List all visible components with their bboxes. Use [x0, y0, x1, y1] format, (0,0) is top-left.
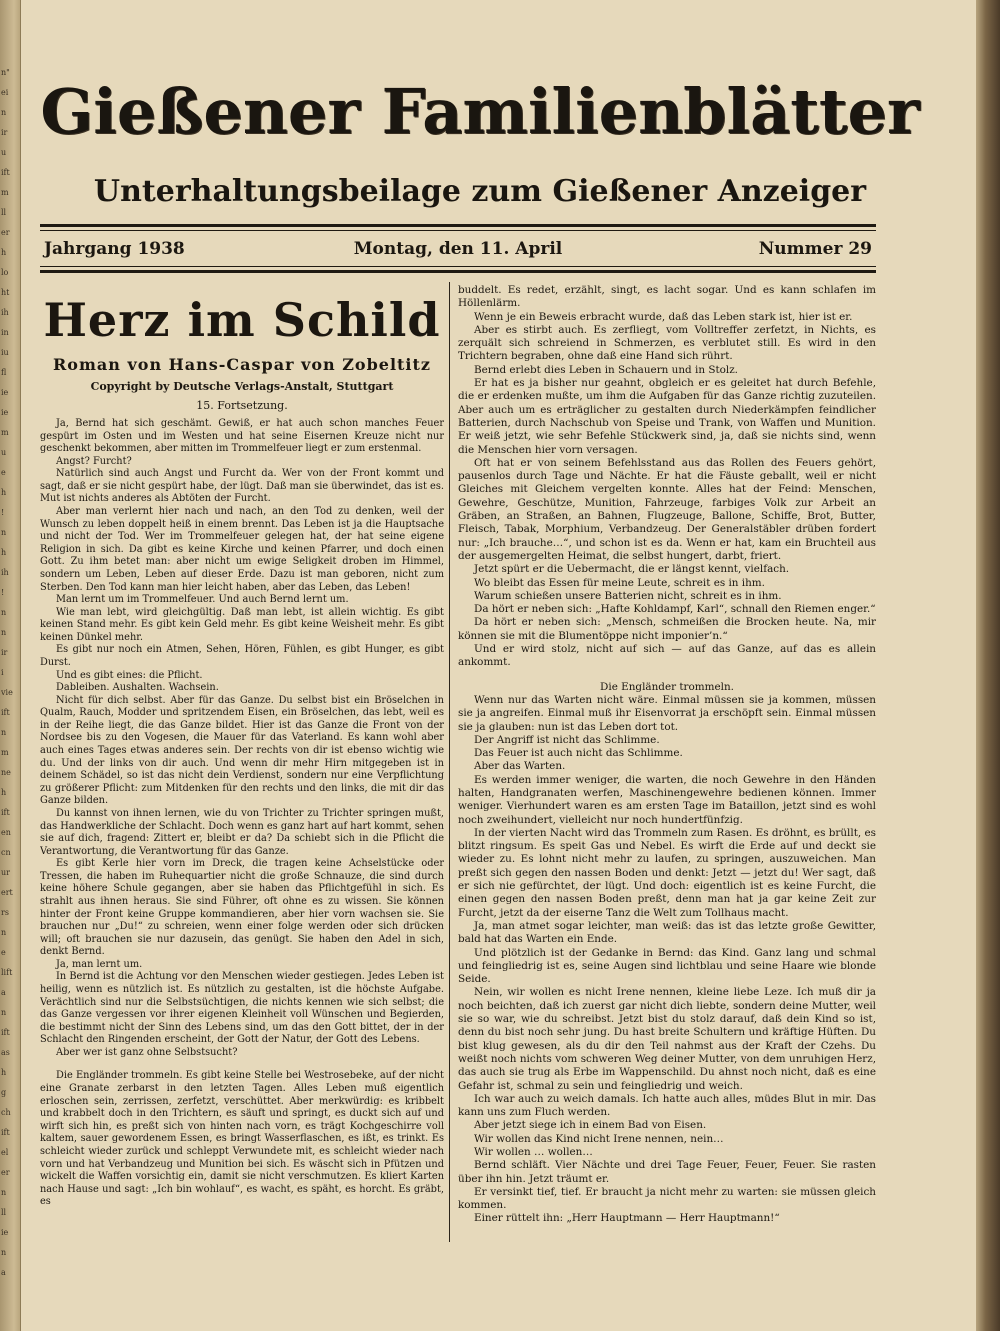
column-divider: [449, 282, 450, 1242]
previous-page-fragment: ir: [1, 648, 8, 657]
previous-page-fragment: n: [1, 1008, 7, 1017]
story-paragraph: Da hört er neben sich: „Hafte Kohldampf, Karl“, schnall den Riemen enger.“: [474, 603, 876, 616]
story-paragraph: In der vierten Nacht wird das Trommeln zum Rasen. Es dröhnt, es brüllt, es blitzt ringsum. Es speit Gas und Nebel. Es wirft die Erde auf und deckt sie wieder zu. Es lohnt nicht mehr zu laufen, zu springen, auszuweichen. Man preßt sich gegen den nassen Boden und denkt: Jetzt — jetzt du! Wer sagt, daß er sich nie gefürchtet, der lügt. Und doch: eigentlich ist es keine Furcht, die einen gegen den nassen Boden preßt, denn man hat ja gar keine Zeit zur Furcht, jetzt da der eiserne Tanz die Welt zum Tollhaus macht.: [458, 826, 876, 919]
story-paragraph: Die Engländer trommeln.: [600, 680, 734, 693]
previous-page-fragment: er: [1, 1168, 10, 1177]
previous-page-fragment: ert: [1, 888, 13, 897]
previous-page-fragment: ir: [1, 128, 8, 137]
previous-page-fragment: h: [1, 1068, 7, 1077]
story-paragraph: Natürlich sind auch Angst und Furcht da. Wer von der Front kommt und sagt, daß er sie nicht gespürt habe, der lügt. Daß man sie überwindet, das ist es. Mut ist nichts anderes als Abtöten der Furcht.: [40, 468, 444, 505]
previous-page-fragment: rs: [1, 908, 9, 917]
previous-page-fragment: m: [1, 748, 9, 757]
previous-page-fragment: a: [1, 988, 6, 997]
previous-page-fragment: n: [1, 528, 7, 537]
previous-page-edge: [0, 0, 21, 1331]
previous-page-fragment: el: [1, 1148, 9, 1157]
previous-page-fragment: er: [1, 228, 10, 237]
story-paragraph: Nein, wir wollen es nicht Irene nennen, kleine liebe Leze. Ich muß dir ja noch beichten, daß ich zuerst gar nicht dich liebte, sondern deine Mutter, weil sie so war, wie du schreibst. Jetzt bist du stolz darauf, daß dein Kind so ist, denn du bist noch sehr jung. Du hast breite Schultern und kräftige Hüften. Du bist klug gewesen, als du dir den Teil nahmst aus der Kraft der Czehs. Du weißt noch nichts vom schweren Weg deiner Mutter, von dem unruhigen Herz, das auch sie trug als Erbe im Wappenschild. Du ahnst noch nicht, daß es eine Gefahr ist, schmal zu sein und feingliedrig und weich.: [458, 986, 876, 1092]
story-paragraph: Du kannst von ihnen lernen, wie du von Trichter zu Trichter springen mußt, das Handwerkliche der Schlacht. Doch wenn es ganz hart auf hart kommt, sehen sie auf dich, fragend: Zittert er, bleibt er da? Da schiebt sich in die Pflicht die Verantwortung, die Verantwortung für das Ganze.: [40, 807, 444, 857]
previous-page-fragment: in: [1, 328, 9, 337]
previous-page-fragment: n: [1, 1188, 7, 1197]
issue-number: Nummer 29: [758, 239, 872, 259]
previous-page-fragment: ie: [1, 408, 9, 417]
right-column: [458, 284, 876, 1244]
previous-page-fragment: m: [1, 188, 9, 197]
volume-year: Jahrgang 1938: [44, 239, 185, 259]
story-paragraph: Aber jetzt siege ich in einem Bad von Eisen.: [474, 1119, 707, 1132]
story-paragraph: Es gibt Kerle hier vorn im Dreck, die tragen keine Achselstücke oder Tressen, die haben im Ruhequartier nicht die große Schnauze, die sind durch keine höhere Schule gegangen, aber sie haben das Pflichtgefühl in sich. Es strahlt aus ihnen heraus. Sie sind Führer, oft ohne es zu wissen. Sie können hinter der Front keine Gruppe kommandieren, aber hier vorn wachsen sie. Sie brauchen nur „Du!“ zu schreien, wenn einer folge werden oder sich drücken will; oft brauchen sie nur dazusein, das genügt. Sie haben den Adel in sich, denkt Bernd.: [40, 858, 444, 958]
previous-page-fragment: fl: [1, 368, 7, 377]
previous-page-fragment: n: [1, 928, 7, 937]
story-paragraph: Der Angriff ist nicht das Schlimme.: [474, 733, 660, 746]
previous-page-fragment: h: [1, 248, 7, 257]
previous-page-fragment: h: [1, 548, 7, 557]
story-paragraph: Es werden immer weniger, die warten, die noch Gewehre in den Händen halten, Handgranaten werfen, Maschinengewehre bedienen können. Immer weniger. Vierhundert waren es am ersten Tage im Bataillon, jetzt sind es wohl noch zweihundert, vielleicht nur noch hundertfünfzig.: [458, 773, 876, 826]
previous-page-fragment: en: [1, 828, 11, 837]
story-paragraph: Wir wollen … wollen…: [474, 1146, 593, 1158]
story-paragraph: Er hat es ja bisher nur geahnt, obgleich er es geleitet hat durch Befehle, die er erdenken mußte, um ihm die Aufgaben für das Ganze richtig zuzuteilen. Aber auch um es erträglicher zu gestalten durch Niederkämpfen feindlicher Batterien, durch Nachschub von Speise und Trank, von Waffen und Munition. Er weiß jetzt, wie sehr Befehle Stückwerk sind, ja, daß sie nichts sind, wenn die Menschen hier vorn versagen.: [458, 377, 876, 456]
story-paragraph: Da hört er neben sich: „Mensch, schmeißen die Brocken heute. Na, mir können sie mit die Blumentöppe nicht imponier’n.“: [458, 616, 876, 642]
previous-page-fragment: ht: [1, 288, 10, 297]
issue-date: Montag, den 11. April: [353, 239, 563, 259]
story-paragraph: Bernd schläft. Vier Nächte und drei Tage Feuer, Feuer, Feuer. Sie rasten über ihn hin. Jetzt träumt er.: [458, 1159, 876, 1185]
previous-page-fragment: h: [1, 788, 7, 797]
header-rule: [40, 270, 876, 273]
previous-page-fragment: n: [1, 108, 7, 117]
story-paragraph: Aber das Warten.: [474, 760, 566, 773]
previous-page-fragment: as: [1, 1048, 10, 1057]
previous-page-fragment: ie: [1, 388, 9, 397]
story-paragraph: Jetzt spürt er die Uebermacht, die er längst kennt, vielfach.: [474, 563, 790, 576]
story-paragraph: Einer rüttelt ihn: „Herr Hauptmann — Herr Hauptmann!“: [474, 1212, 780, 1225]
previous-page-fragment: u: [1, 448, 7, 457]
previous-page-fragment: ift: [1, 808, 10, 817]
previous-page-fragment: n: [1, 628, 7, 637]
previous-page-fragment: ll: [1, 1208, 7, 1217]
previous-page-fragment: h: [1, 488, 7, 497]
story-paragraph: Dableiben. Aushalten. Wachsein.: [56, 682, 219, 694]
left-column-text: [40, 418, 444, 1209]
story-title: Herz im Schild: [43, 293, 441, 347]
story-paragraph: Ja, man atmet sogar leichter, man weiß: das ist das letzte große Gewitter, bald hat das Warten ein Ende.: [458, 919, 876, 946]
previous-page-fragment: m: [1, 428, 9, 437]
previous-page-fragment: ift: [1, 708, 10, 717]
story-paragraph: Und er wird stolz, nicht auf sich — auf das Ganze, auf das es allein ankommt.: [458, 643, 876, 669]
story-paragraph: Oft hat er von seinem Befehlsstand aus das Rollen des Feuers gehört, pausenlos durch Tage und Nächte. Er hat die Fäuste geballt, weil er nicht Gleiches mit Gleichem vergelten konnte. Alles hat der Feind: Menschen, Gewehre, Geschütze, Munition, Fahrzeuge, farbiges Volk zur Arbeit an Gräben, an Straßen, an Bahnen, Flugzeuge, Ballone, Schiffe, Brot, Butter, Fleisch, Tabak, Morphium, Verbandzeug. Der Generalstäbler drüben fordert nur: „Ich brauche…“, und schon ist es da. Wenn er hat, kam ein Bruchteil aus der ausgemergelten Heimat, die selbst hungert, darbt, friert.: [458, 456, 876, 562]
story-paragraph: Die Engländer trommeln. Es gibt keine Stelle bei Westrosebeke, auf der nicht eine Granate zerbarst in den letzten Tagen. Alles Leben muß eigentlich erloschen sein, zerrissen, zerfetzt, verschüttet. Aber merkwürdig: es kribbelt und krabbelt doch in den Trichtern, es säuft und springt, es duckt sich auf und wirft sich hin, es preßt sich von hinten nach vorn, es trägt Kochgeschirre voll kaltem, sauer gewordenem Essen, es bringt Wasserflaschen, es ißt, es trinkt. Es schleicht wieder zurück und schleppt Verwundete mit, es schleicht wieder nach vorn und hat Verbandzeug und Munition bei sich. Es wäscht sich in Pfützen und wickelt die Waffen vorsichtig ein, damit sie nicht verschmutzen. Es kliert Karten nach Hause und sagt: „Ich bin wohlauf“, es wacht, es späht, es horcht. Es gräbt, es: [40, 1070, 444, 1208]
binding-edge: [976, 0, 1000, 1331]
story-paragraph: Bernd erlebt dies Leben in Schauern und in Stolz.: [474, 363, 738, 376]
previous-page-fragment: n: [1, 1248, 7, 1257]
previous-page-fragment: cn: [1, 848, 11, 857]
previous-page-fragment: ift: [1, 1128, 10, 1137]
story-paragraph: Er versinkt tief, tief. Er braucht ja nicht mehr zu warten: sie müssen gleich kommen.: [458, 1185, 876, 1212]
story-byline: Roman von Hans-Caspar von Zobeltitz: [53, 355, 431, 374]
previous-page-fragment: ie: [1, 1228, 9, 1237]
previous-page-fragment: lift: [1, 968, 13, 977]
story-paragraph: Es gibt nur noch ein Atmen, Sehen, Hören, Fühlen, es gibt Hunger, es gibt Durst.: [40, 644, 444, 668]
previous-page-fragment: a: [1, 1268, 6, 1277]
story-paragraph: Wie man lebt, wird gleichgültig. Daß man lebt, ist allein wichtig. Es gibt keinen Stand mehr. Es gibt kein Geld mehr. Es gibt keine Weisheit mehr. Es gibt keinen Dünkel mehr.: [40, 606, 444, 643]
story-paragraph: Das Feuer ist auch nicht das Schlimme.: [474, 747, 683, 760]
previous-page-fragment: ch: [1, 1108, 11, 1117]
story-paragraph: Ja, Bernd hat sich geschämt. Gewiß, er hat auch schon manches Feuer gespürt im Osten und im Westen und hat seine Eisernen Kreuze nicht nur geschenkt bekommen, aber mitten im Trommelfeuer liegt er zum erstenmal.: [40, 418, 444, 455]
previous-page-fragment: n": [1, 68, 10, 77]
story-paragraph: Wo bleibt das Essen für meine Leute, schreit es in ihm.: [474, 576, 765, 589]
story-paragraph: Und plötzlich ist der Gedanke in Bernd: das Kind. Ganz lang und schmal und feingliedrig ist es, seine Augen sind lichtblau und seine Haare wie blonde Seide.: [458, 946, 876, 986]
previous-page-fragment: iu: [1, 348, 9, 357]
previous-page-fragment: ll: [1, 208, 7, 217]
copyright-notice: Copyright by Deutsche Verlags-Anstalt, Stuttgart: [90, 380, 394, 393]
story-paragraph: Und es gibt eines: die Pflicht.: [56, 669, 203, 681]
previous-page-fragment: ei: [1, 88, 9, 97]
story-paragraph: Man lernt um im Trommelfeuer. Und auch Bernd lernt um.: [56, 594, 349, 606]
header-rule: [40, 230, 876, 231]
previous-page-fragment: u: [1, 148, 7, 157]
previous-page-fragment: n: [1, 728, 7, 737]
header-rule: [40, 266, 876, 267]
story-paragraph: Wenn je ein Beweis erbracht wurde, daß das Leben stark ist, hier ist er.: [474, 310, 853, 323]
masthead-subtitle: Unterhaltungsbeilage zum Gießener Anzeiger: [93, 174, 867, 209]
story-paragraph: Warum schießen unsere Batterien nicht, schreit es in ihm.: [474, 589, 782, 602]
previous-page-fragment: !: [1, 588, 5, 597]
story-paragraph: Wir wollen das Kind nicht Irene nennen, nein…: [474, 1132, 724, 1145]
previous-page-fragment: ih: [1, 568, 9, 577]
story-paragraph: Nicht für dich selbst. Aber für das Ganze. Du selbst bist ein Bröselchen in Qualm, Rauch, Modder und spritzendem Eisen, ein Bröselchen, das lebt, weil es in der Reihe liegt, die das Ganze bildet. Hier ist das Ganze die Front von der Nordsee bis zu den Vogesen, die Mauer für das Vaterland. Es kann wohl aber auch eines Tages etwas anderes sein. Der rechts von dir ist ebenso wichtig wie du. Und der links von dir auch. Und wenn dir mehr Hirn mitgegeben ist in deinem Schädel, so ist das nicht dein Verdienst, sondern nur eine Verpflichtung zu größerer Pflicht: zum Mitdenken für den rechts und den links, die mit dir das Ganze bilden.: [40, 694, 444, 807]
right-column-text: [458, 284, 876, 1226]
previous-page-fragment: ift: [1, 1028, 10, 1037]
story-paragraph: Aber es stirbt auch. Es zerfliegt, vom Volltreffer zerfetzt, in Nichts, es zerquält sich schreiend in Schmerzen, es verblutet still. Es wird in den Trichtern begraben, ohne daß eine Hand sich rührt.: [458, 323, 876, 363]
previous-page-fragment: vie: [1, 688, 13, 697]
story-paragraph: buddelt. Es redet, erzählt, singt, es lacht sogar. Und es kann schlafen im Höllenlärm.: [458, 284, 876, 310]
previous-page-fragment: i: [1, 668, 4, 677]
dateline: [40, 234, 876, 264]
previous-page-fragment: ift: [1, 168, 10, 177]
previous-page-fragment: ne: [1, 768, 11, 777]
story-paragraph: Angst? Furcht?: [56, 455, 132, 467]
story-paragraph: Aber wer ist ganz ohne Selbstsucht?: [56, 1046, 238, 1058]
header-rule: [40, 224, 876, 227]
left-column: [40, 284, 444, 1244]
previous-page-fragment: ur: [1, 868, 10, 877]
previous-page-fragment: e: [1, 948, 6, 957]
previous-page-fragment: e: [1, 468, 6, 477]
story-paragraph: Aber man verlernt hier nach und nach, an den Tod zu denken, weil der Wunsch zu leben doppelt heiß in einem brennt. Das Leben ist ja die Hauptsache und nicht der Tod. Wer im Trommelfeuer gelegen hat, der hat seine eigene Religion in sich. Da gibt es keine Kirche und keinen Pfarrer, und doch einen Gott. Zu ihm betet man: aber nicht um ewige Seligkeit droben im Himmel, sondern um Leben, Leben auf dieser Erde. Dazu ist man geboren, nicht zum Sterben. Den Tod kann man hier leicht haben, aber das Leben, das Leben!: [40, 506, 444, 593]
installment-number: 15. Fortsetzung.: [196, 399, 288, 412]
story-paragraph: In Bernd ist die Achtung vor den Menschen wieder gestiegen. Jedes Leben ist heilig, wenn es nützlich ist. Es nützlich zu gestalten, ist die höchste Aufgabe. Verächtlich sind nur die Selbstsüchtigen, die nichts kennen wie sich selbst; die das Ganze vergessen vor ihrer eigenen Kleinheit voll Wünschen und Begierden, die bestimmt nicht der Sinn des Lebens sind, um das den Gott bittet, der in der Schlacht den Ringenden erscheint, der Gott der Natur, der Gott des Lebens.: [40, 971, 444, 1046]
story-paragraph: Ich war auch zu weich damals. Ich hatte auch alles, müdes Blut in mir. Das kann uns zum Fluch werden.: [458, 1092, 876, 1119]
previous-page-fragment: ih: [1, 308, 9, 317]
story-paragraph: Ja, man lernt um.: [56, 958, 143, 970]
previous-page-fragment: n: [1, 608, 7, 617]
masthead-title: Gießener Familienblätter: [40, 75, 920, 148]
previous-page-fragment: lo: [1, 268, 9, 277]
story-paragraph: Wenn nur das Warten nicht wäre. Einmal müssen sie ja kommen, müssen sie ja angreifen. Einmal muß ihr Eisenvorrat ja erschöpft sein. Einmal müssen sie ja glauben: nun ist das Leben dort tot.: [458, 693, 876, 733]
previous-page-fragment: g: [1, 1088, 7, 1097]
previous-page-fragment: !: [1, 508, 5, 517]
